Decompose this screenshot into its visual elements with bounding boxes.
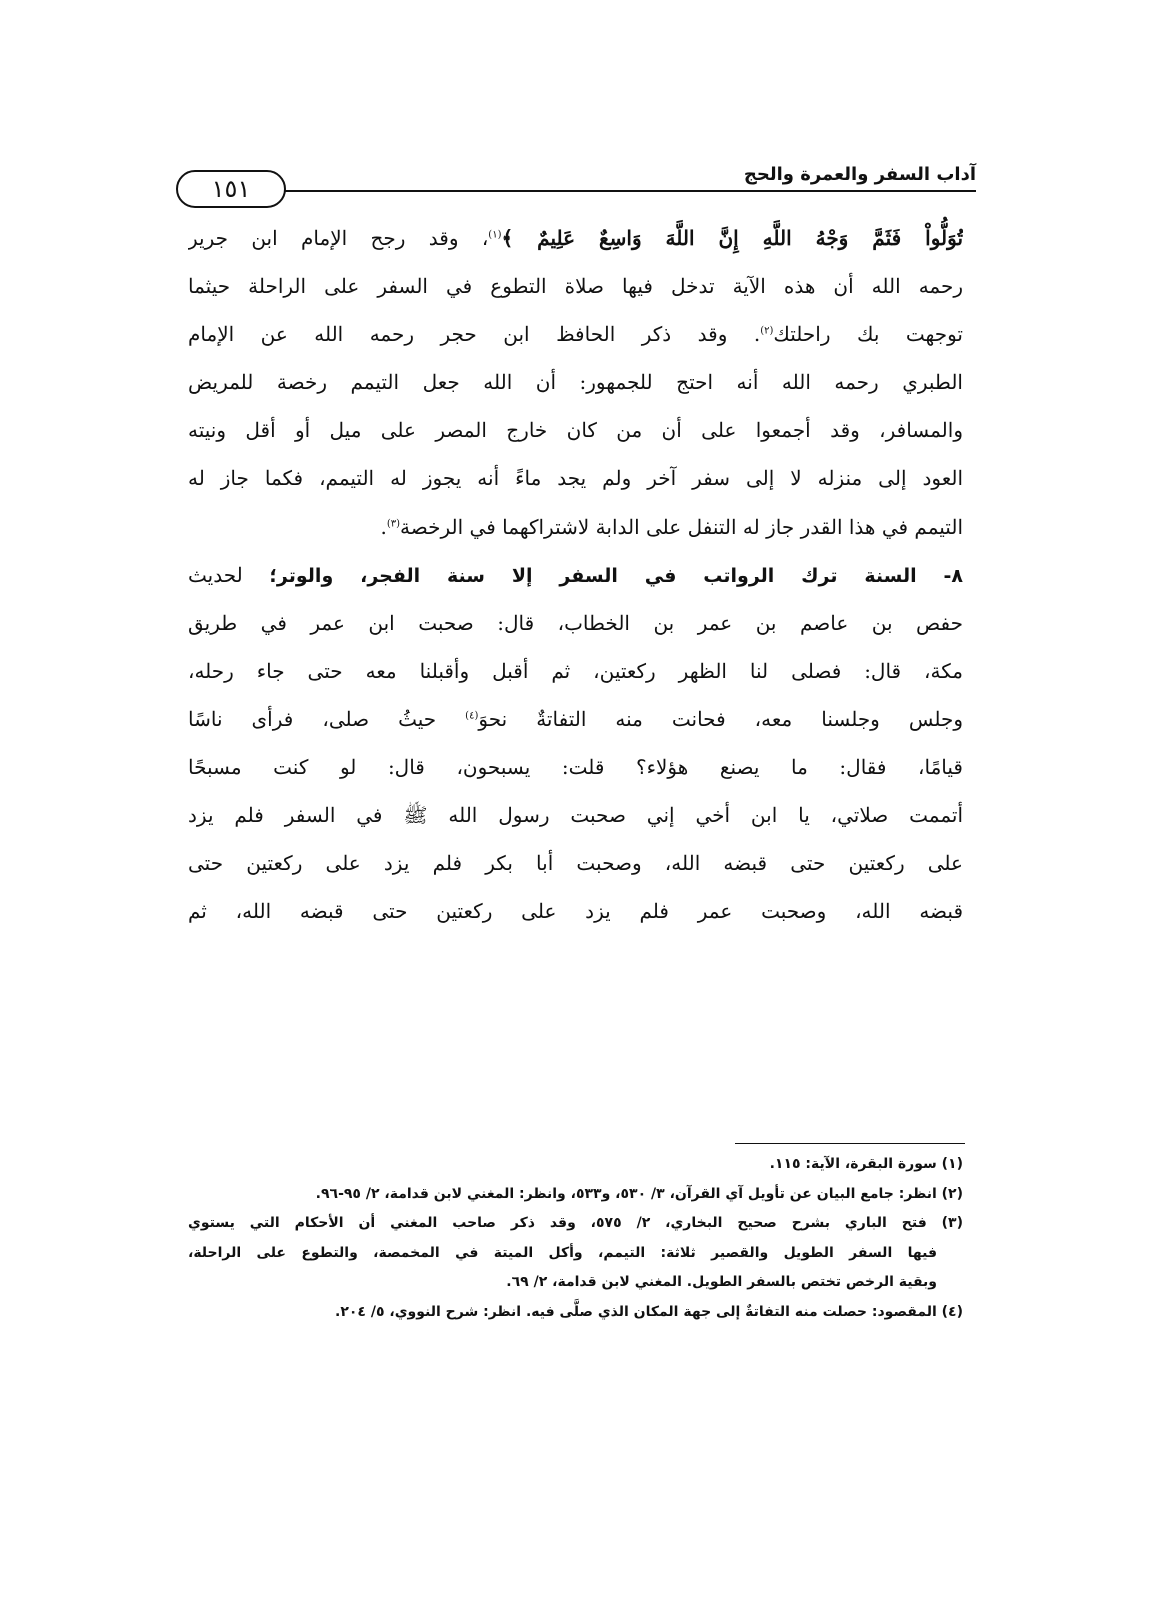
text-line: حفص بن عاصم بن عمر بن الخطاب، قال: صحبت ابن عمر في طريق (188, 610, 963, 635)
text-line (188, 214, 963, 262)
footnote-ref: (١) (488, 229, 502, 241)
text-line (188, 695, 963, 743)
text-run: حيثُ صلى، فرأى ناسًا (188, 706, 466, 731)
footnote-ref: (٢) (760, 325, 774, 337)
section-heading: ٨- السنة ترك الرواتب في السفر إلا سنة الفجر، والوتر؛ (269, 564, 963, 587)
text-line: والمسافر، وقد أجمعوا على أن من كان خارج المصر على ميل أو أقل ونيته (188, 418, 963, 443)
text-run: وجلس وجلسنا معه، فحانت منه التفاتةٌ نحوَ (478, 706, 963, 731)
header-rule (284, 190, 976, 192)
text-line: على ركعتين حتى قبضه الله، وصحبت أبا بكر فلم يزد على ركعتين حتى (188, 851, 963, 876)
footnote-3-continued: وبقية الرخص تختص بالسفر الطويل. المغني لابن قدامة، ٢/ ٦٩. (506, 1274, 937, 1290)
text-line: العود إلى منزله لا إلى سفر آخر ولم يجد ماءً أنه يجوز له التيمم، فكما جاز له (188, 466, 963, 491)
footnote-separator (735, 1143, 965, 1144)
footnote-3: (٣) فتح الباري بشرح صحيح البخاري، ٢/ ٥٧٥، وقد ذكر صاحب المغني أن الأحكام التي يستوي (188, 1215, 963, 1231)
text-line: أتممت صلاتي، يا ابن أخي إني صحبت رسول الله ﷺ في السفر فلم يزد (188, 803, 963, 828)
text-line: الطبري رحمه الله أنه احتج للجمهور: أن الله جعل التيمم رخصة للمريض (188, 370, 963, 395)
footnote-4: (٤) المقصود: حصلت منه التفاتةٌ إلى جهة المكان الذي صلَّى فيه. انظر: شرح النووي، ٥/ ٢٠٤. (335, 1303, 963, 1320)
text-line: قبضه الله، وصحبت عمر فلم يزد على ركعتين حتى قبضه الله، ثم (188, 899, 963, 924)
text-run: التيمم في هذا القدر جاز له التنفل على الدابة لاشتراكهما في الرخصة (400, 514, 963, 539)
footnotes (188, 1150, 963, 1327)
book-title: آداب السفر والعمرة والحج (743, 164, 976, 185)
footnote-2: (٢) انظر: جامع البيان عن تأويل آي القرآن، ٣/ ٥٣٠، و٥٣٣، وانظر: المغني لابن قدامة، ٢/ ٩٥-٩٦. (315, 1185, 963, 1202)
page-header (176, 160, 976, 210)
quran-verse: تُوَلُّواْ فَثَمَّ وَجْهُ اللَّهِ إِنَّ اللَّهَ وَاسِعٌ عَلِيمٌ ﴾ (501, 226, 963, 250)
text-line (188, 503, 963, 551)
footnote-3-continued: فيها السفر الطويل والقصير ثلاثة: التيمم، وأكل الميتة في المخمصة، والتطوع على الراحلة، (188, 1244, 937, 1261)
text-run: ، وقد رجح الإمام ابن جرير (188, 226, 489, 250)
text-run: . (380, 514, 387, 539)
main-text (188, 214, 963, 935)
text-run: توجهت بك راحلتك (773, 322, 963, 347)
text-line: مكة، قال: فصلى لنا الظهر ركعتين، ثم أقبل وأقبلنا معه حتى جاء رحله، (188, 658, 963, 683)
section-heading-line (188, 551, 963, 599)
footnote-1: (١) سورة البقرة، الآية: ١١٥. (769, 1156, 963, 1172)
text-line: قيامًا، فقال: ما يصنع هؤلاء؟ قلت: يسبحون، قال: لو كنت مسبحًا (188, 755, 963, 780)
text-run: . وقد ذكر الحافظ ابن حجر رحمه الله عن الإمام (188, 322, 761, 347)
text-line: رحمه الله أن هذه الآية تدخل فيها صلاة التطوع في السفر على الراحلة حيثما (188, 274, 963, 299)
text-run: لحديث (188, 562, 270, 587)
footnote-ref: (٤) (465, 710, 479, 722)
page-number: ١٥١ (176, 170, 286, 208)
text-line (188, 310, 963, 358)
footnote-ref: (٣) (386, 517, 401, 529)
